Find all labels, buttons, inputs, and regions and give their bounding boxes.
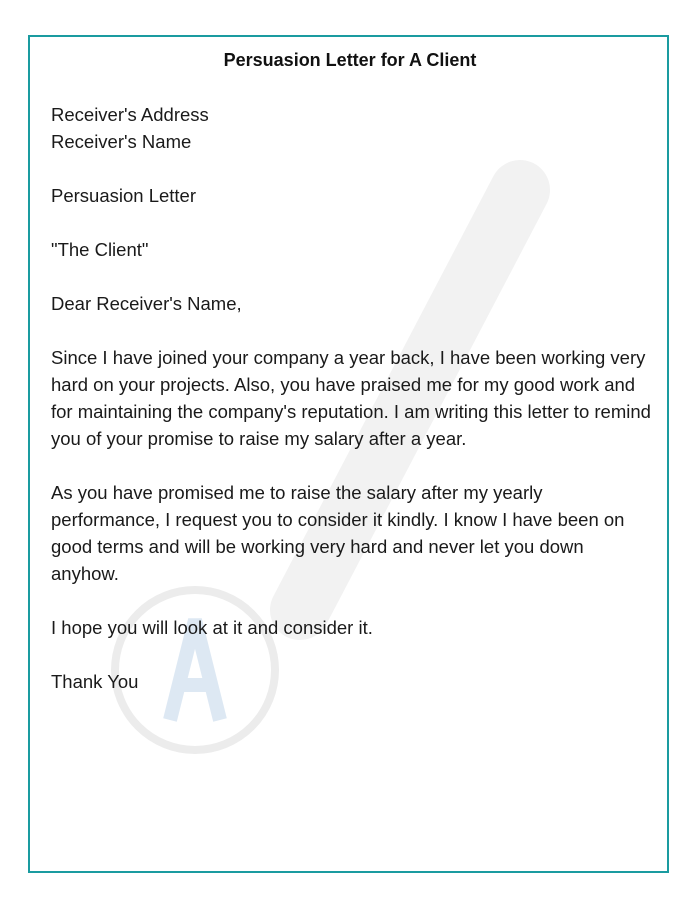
paragraph: Since I have joined your company a year back, I have been working very hard on your projects. Also, you have praised me for my good work and for maintaining the company's reputation. I am writing this letter to remind you of your promise to raise my salary after a year. [51, 347, 651, 449]
subject-line: Persuasion Letter [51, 185, 197, 206]
receiver-address: Receiver's Address [51, 104, 209, 125]
letter-body [51, 101, 651, 722]
receiver-block [51, 101, 651, 155]
page-title: Persuasion Letter for A Client [223, 50, 477, 70]
receiver-name: Receiver's Name [51, 131, 192, 152]
closing: Thank You [51, 671, 139, 692]
salutation: Dear Receiver's Name, [51, 293, 242, 314]
paragraph: I hope you will look at it and consider it. [51, 617, 373, 638]
paragraph: As you have promised me to raise the salary after my yearly performance, I request you to consider it kindly. I know I have been on good terms and will be working very hard and never let you down anyhow. [51, 482, 625, 584]
client-line: "The Client" [51, 239, 149, 260]
